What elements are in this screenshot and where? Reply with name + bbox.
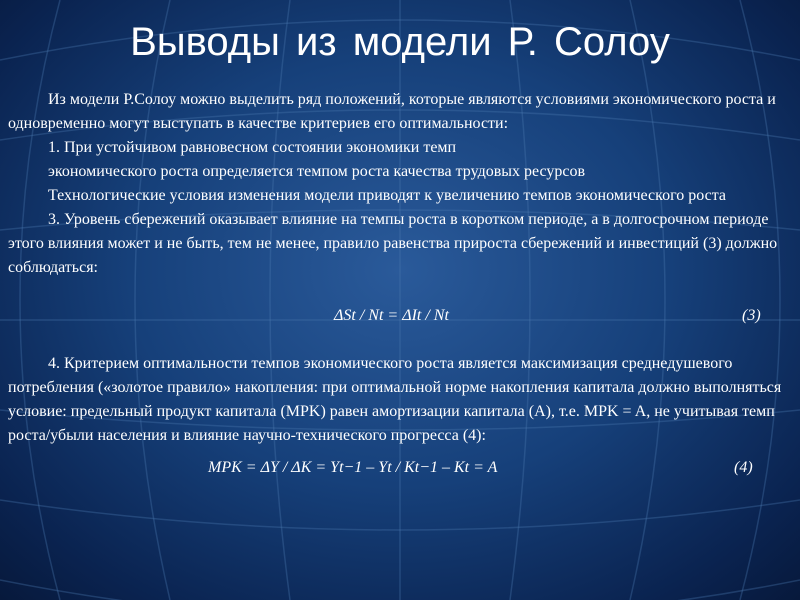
equation-4-formula: MPK = ΔY / ΔK = Yt−1 – Yt / Kt−1 – Kt = A [208,459,498,476]
point-2-paragraph: Технологические условия изменения модели приводят к увеличению темпов экономического роста [48,187,727,204]
equation-3 [8,304,788,328]
point-1-line-1: 1. При устойчивом равновесном состоянии экономики темп [48,139,457,156]
equation-3-formula: ΔSt / Nt = ΔIt / Nt [334,307,449,324]
point-1-line-2: экономического роста определяется темпом роста качества трудовых ресурсов [48,163,586,180]
intro-paragraph: Из модели Р.Солоу можно выделить ряд положений, которые являются условиями экономического роста и одновременно могут выступать в качестве критериев его оптимальности: [8,91,776,132]
equation-4 [8,456,788,480]
point-4-paragraph: 4. Критерием оптимальности темпов экономического роста является максимизация среднедушевого потребления («золотое правило» накопления: при оптимальной норме накопления капитала должно выполняться условие: предельный продукт капитала (MPK) равен амортизации капитала (A), т.е. MPK = A, не учитывая темп роста/убыли населения и влияние научно-технического прогресса (4): [8,355,782,444]
slide-title: Выводы из модели Р. Солоу [130,20,670,64]
equation-4-number: (4) [734,459,753,476]
slide-body [8,88,788,480]
equation-3-number: (3) [742,307,761,324]
point-3-paragraph: 3. Уровень сбережений оказывает влияние на темпы роста в коротком периоде, а в долгосрочном периоде этого влияния может и не быть, тем не менее, правило равенства прироста сбережений и инвестиций (3) должно соблюдаться: [8,211,778,276]
